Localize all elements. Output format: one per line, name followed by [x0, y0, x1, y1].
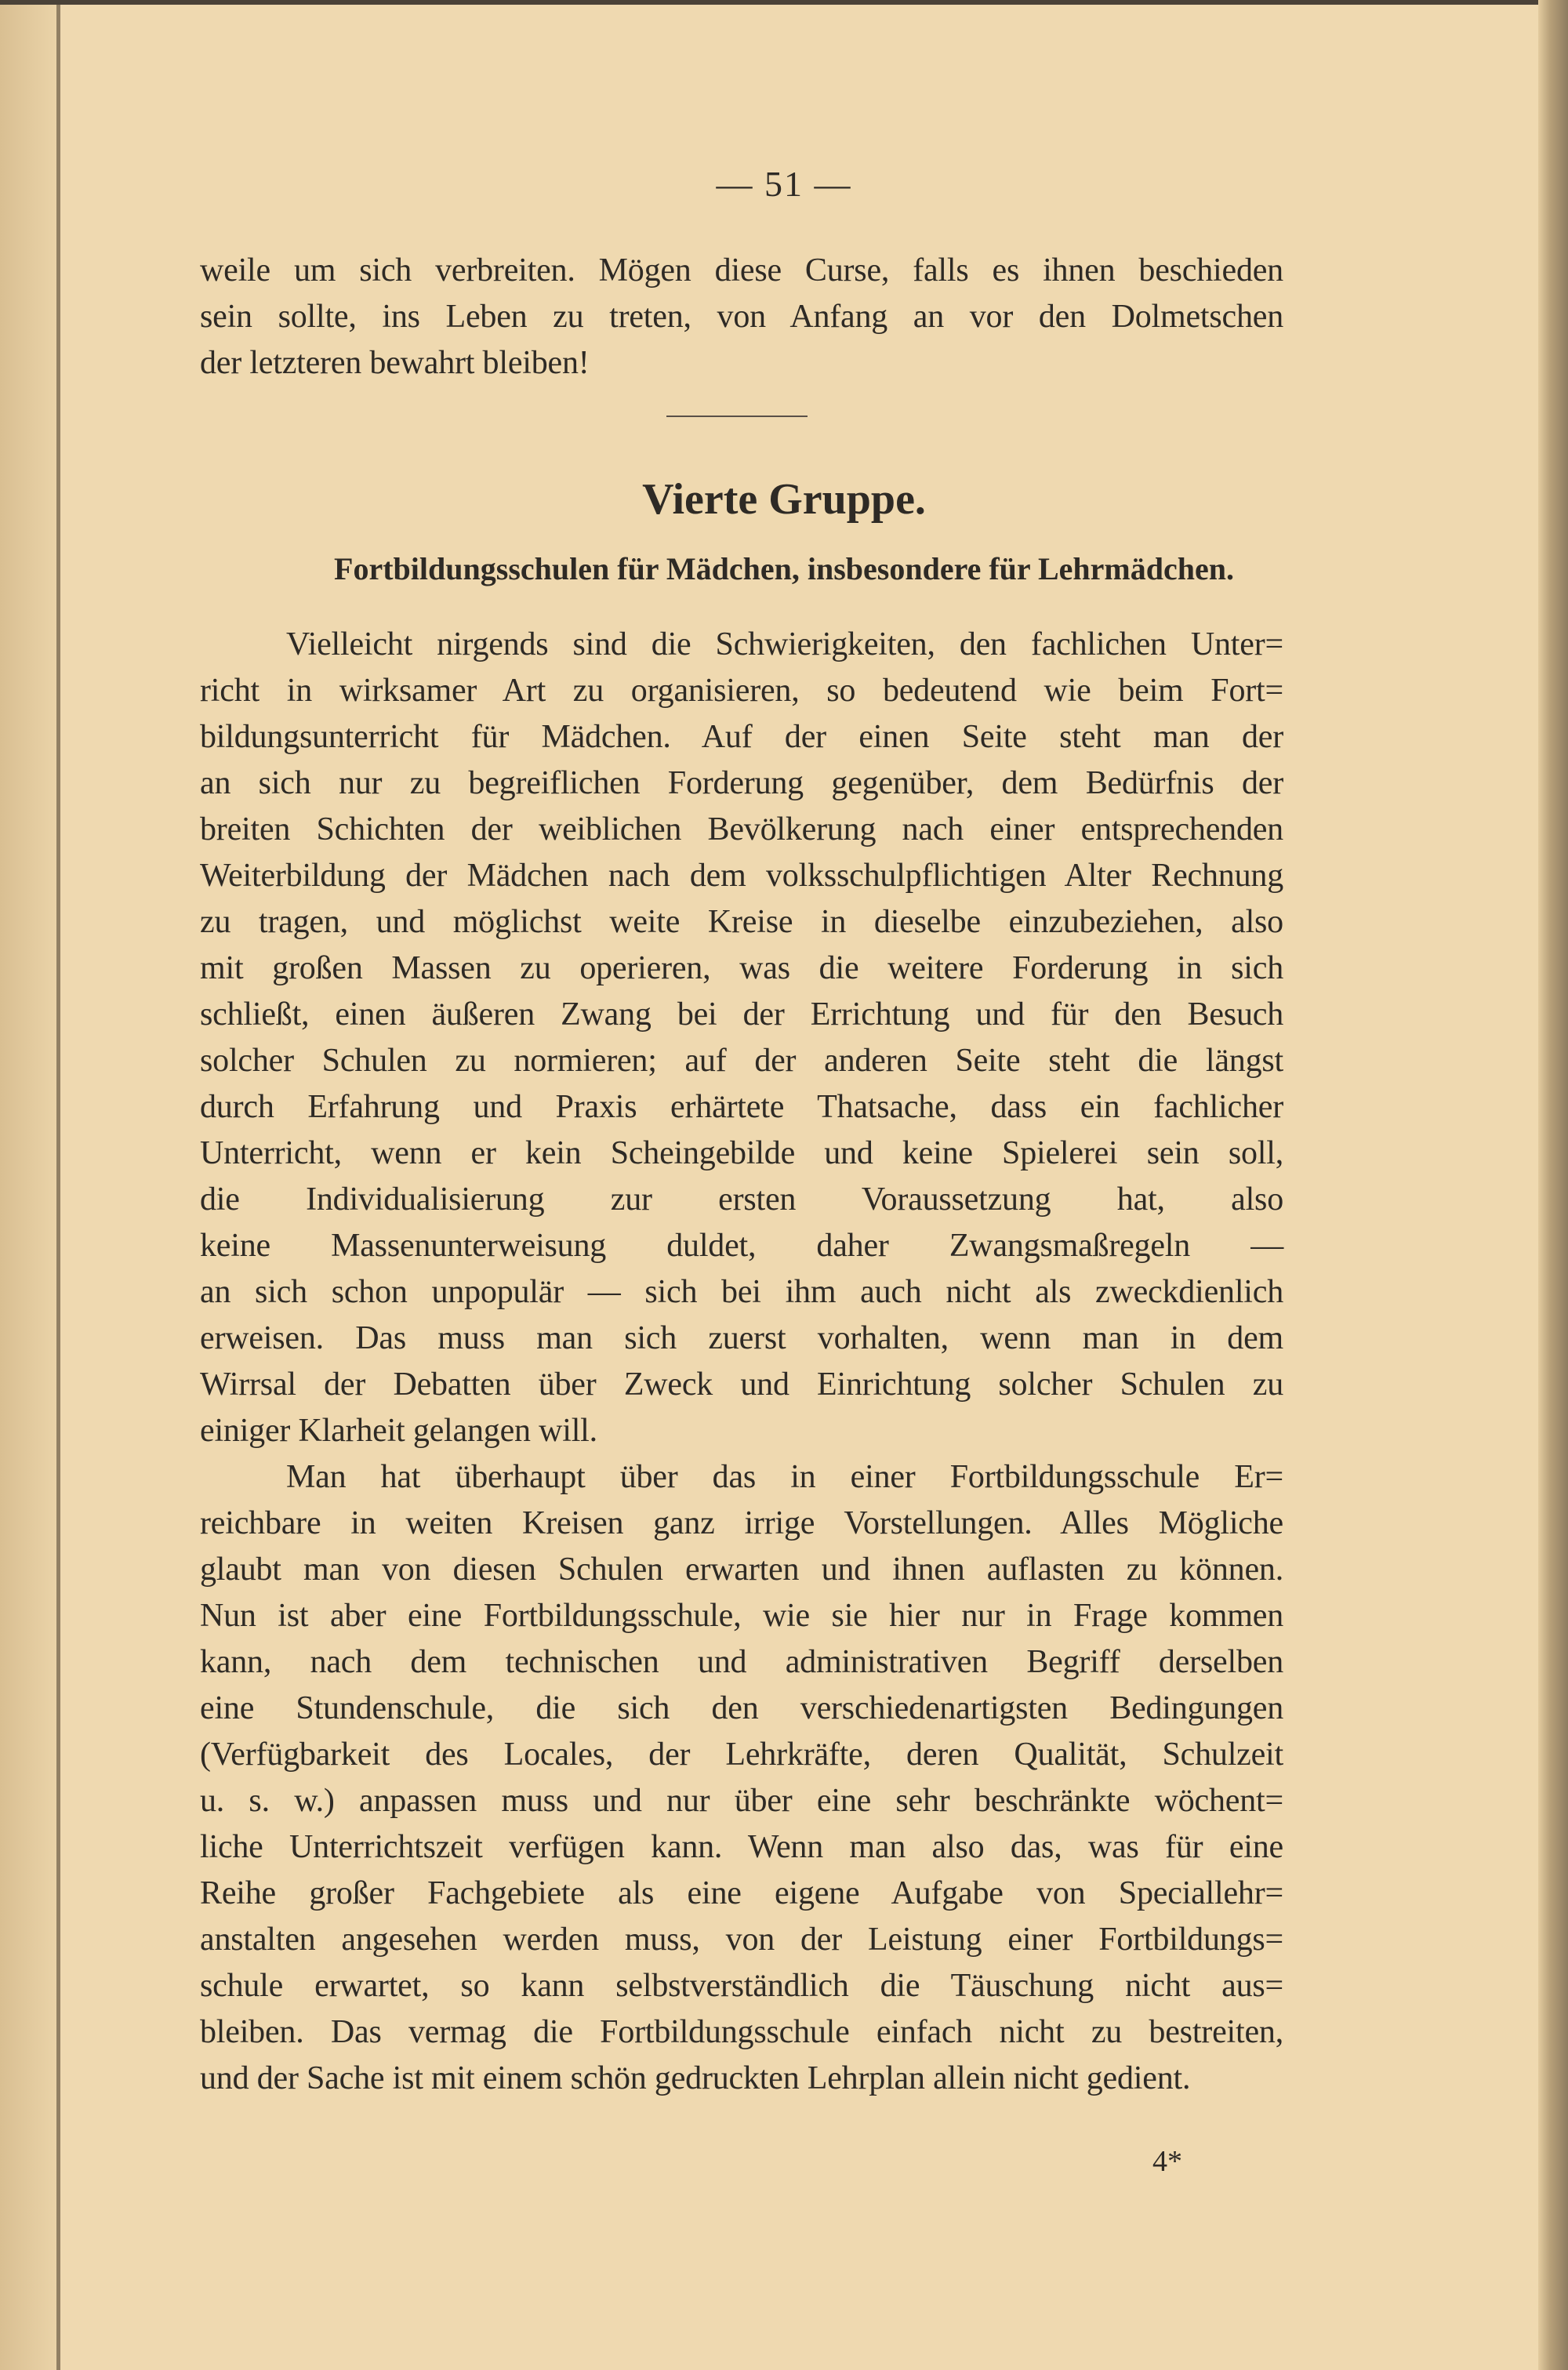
text-line: Reihe großer Fachgebiete als eine eigene Aufgabe von Speciallehr= — [200, 1875, 1283, 1911]
text-line: Wirrsal der Debatten über Zweck und Einrichtung solcher Schulen zu — [200, 1366, 1283, 1403]
paragraph-1 — [200, 622, 1283, 1454]
book-binding-edge — [1538, 0, 1568, 2370]
text-line: an sich schon unpopulär — sich bei ihm auch nicht als zweckdienlich — [200, 1274, 1283, 1310]
text-line: breiten Schichten der weiblichen Bevölkerung nach einer entsprechenden — [200, 811, 1283, 847]
text-line: die Individualisierung zur ersten Voraussetzung hat, also — [200, 1181, 1283, 1218]
continuation-paragraph — [200, 248, 1283, 387]
text-line: Weiterbildung der Mädchen nach dem volksschulpflichtigen Alter Rechnung — [200, 858, 1283, 894]
page-number: — 51 — — [716, 164, 852, 204]
text-line: kann, nach dem technischen und administrativen Begriff derselben — [200, 1644, 1283, 1680]
text-line: eine Stundenschule, die sich den verschiedenartigsten Bedingungen — [200, 1690, 1283, 1726]
text-line: Unterricht, wenn er kein Scheingebilde und keine Spielerei sein soll, — [200, 1135, 1283, 1171]
text-line: glaubt man von diesen Schulen erwarten und ihnen auflasten zu können. — [200, 1552, 1283, 1588]
text-line: anstalten angesehen werden muss, von der Leistung einer Fortbildungs= — [200, 1922, 1283, 1958]
page-top-edge — [0, 0, 1568, 5]
text-line: reichbare in weiten Kreisen ganz irrige Vorstellungen. Alles Mögliche — [200, 1505, 1283, 1541]
text-line: weile um sich verbreiten. Mögen diese Curse, falls es ihnen beschieden — [200, 252, 1283, 289]
text-line: durch Erfahrung und Praxis erhärtete Thatsache, dass ein fachlicher — [200, 1089, 1283, 1125]
page-left-edge — [56, 0, 60, 2370]
text-line: u. s. w.) anpassen muss und nur über eine sehr beschränkte wöchent= — [200, 1783, 1283, 1819]
text-line: schließt, einen äußeren Zwang bei der Errichtung und für den Besuch — [200, 996, 1283, 1033]
text-line: erweisen. Das muss man sich zuerst vorhalten, wenn man in dem — [200, 1320, 1283, 1356]
text-line: einiger Klarheit gelangen will. — [200, 1413, 597, 1449]
page-left-margin-shadow — [0, 0, 56, 2370]
text-line: der letzteren bewahrt bleiben! — [200, 345, 590, 381]
text-line: Man hat überhaupt über das in einer Fortbildungsschule Er= — [286, 1459, 1283, 1495]
text-line: bleiben. Das vermag die Fortbildungsschule einfach nicht zu bestreiten, — [200, 2014, 1283, 2050]
text-line: Vielleicht nirgends sind die Schwierigkeiten, den fachlichen Unter= — [286, 626, 1283, 662]
text-line: und der Sache ist mit einem schön gedruckten Lehrplan allein nicht gedient. — [200, 2060, 1191, 2096]
section-divider — [666, 416, 808, 417]
section-title: Vierte Gruppe. — [642, 475, 926, 524]
text-line: zu tragen, und möglichst weite Kreise in dieselbe einzubeziehen, also — [200, 904, 1283, 940]
text-line: liche Unterrichtszeit verfügen kann. Wenn man also das, was für eine — [200, 1829, 1283, 1865]
text-line: keine Massenunterweisung duldet, daher Zwangsmaßregeln — — [200, 1228, 1283, 1264]
text-line: Nun ist aber eine Fortbildungsschule, wie sie hier nur in Frage kommen — [200, 1598, 1283, 1634]
text-line: (Verfügbarkeit des Locales, der Lehrkräfte, deren Qualität, Schulzeit — [200, 1737, 1283, 1773]
text-line: mit großen Massen zu operieren, was die weitere Forderung in sich — [200, 950, 1283, 986]
text-line: an sich nur zu begreiflichen Forderung gegenüber, dem Bedürfnis der — [200, 765, 1283, 801]
text-line: richt in wirksamer Art zu organisieren, so bedeutend wie beim Fort= — [200, 673, 1283, 709]
text-line: schule erwartet, so kann selbstverständlich die Täuschung nicht aus= — [200, 1968, 1283, 2004]
signature-mark: 4* — [1152, 2145, 1182, 2178]
text-line: sein sollte, ins Leben zu treten, von Anfang an vor den Dolmetschen — [200, 299, 1283, 335]
text-line: solcher Schulen zu normieren; auf der anderen Seite steht die längst — [200, 1043, 1283, 1079]
paragraph-2 — [200, 1454, 1283, 2102]
text-line: bildungsunterricht für Mädchen. Auf der einen Seite steht man der — [200, 719, 1283, 755]
section-subtitle: Fortbildungsschulen für Mädchen, insbesondere für Lehrmädchen. — [334, 551, 1234, 586]
